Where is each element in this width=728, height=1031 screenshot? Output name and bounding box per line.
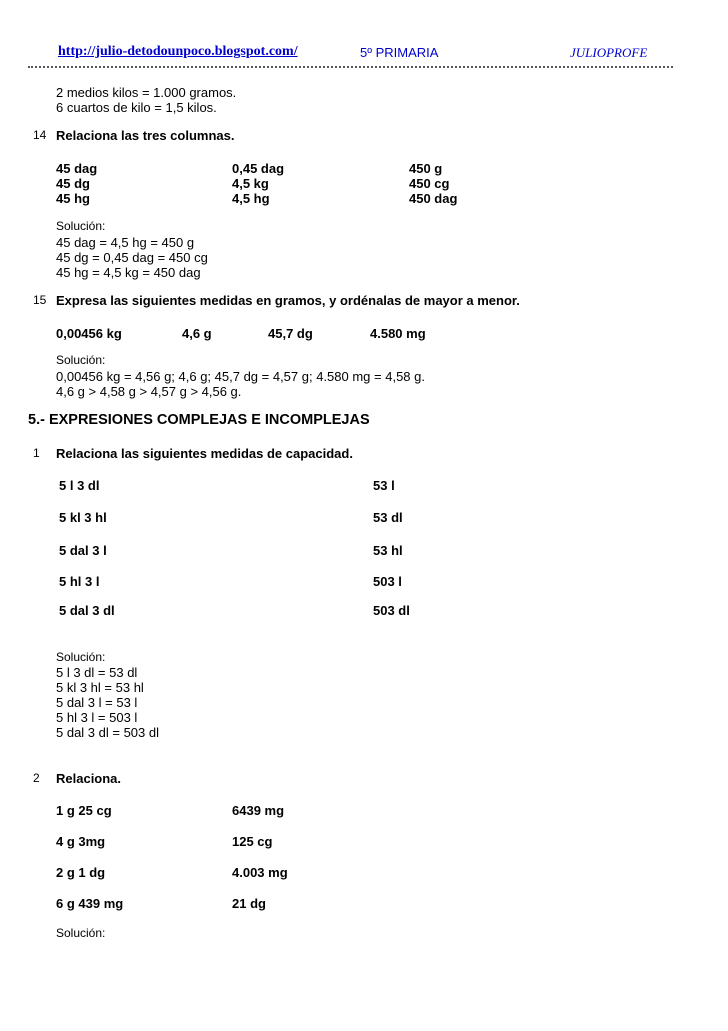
solution-line: 5 dal 3 l = 53 l <box>56 695 138 710</box>
ex15-item: 45,7 dg <box>268 326 313 341</box>
solution-line: 5 kl 3 hl = 53 hl <box>56 680 144 695</box>
ex1-right-item: 53 dl <box>373 510 403 525</box>
exercise-number: 15 <box>33 293 47 307</box>
ex14-col1-item: 45 dg <box>56 176 90 191</box>
ex1-left-item: 5 hl 3 l <box>59 574 100 589</box>
ex14-col2-item: 4,5 hg <box>232 191 270 206</box>
ex2-left-item: 4 g 3mg <box>56 834 106 849</box>
ex14-col3-item: 450 g <box>409 161 443 176</box>
solution-label: Solución: <box>56 650 106 664</box>
solution-line: 45 dg = 0,45 dag = 450 cg <box>56 250 208 265</box>
exercise-title: Expresa las siguientes medidas en gramos, y ordénalas de mayor a menor. <box>56 293 520 308</box>
ex1-left-item: 5 dal 3 dl <box>59 603 115 618</box>
solution-label: Solución: <box>56 926 106 940</box>
ex2-right-item: 6439 mg <box>232 803 285 818</box>
ex1-right-item: 503 l <box>373 574 402 589</box>
header-author: JULIOPROFE <box>570 45 648 60</box>
ex15-item: 4.580 mg <box>370 326 426 341</box>
ex2-left-item: 1 g 25 cg <box>56 803 112 818</box>
exercise-number: 14 <box>33 128 47 142</box>
ex14-col3-item: 450 dag <box>409 191 458 206</box>
exercise-title: Relaciona las tres columnas. <box>56 128 235 143</box>
ex1-left-item: 5 dal 3 l <box>59 543 107 558</box>
solution-line: 45 hg = 4,5 kg = 450 dag <box>56 265 201 280</box>
solution-line: 0,00456 kg = 4,56 g; 4,6 g; 45,7 dg = 4,57 g; 4.580 mg = 4,58 g. <box>56 369 425 384</box>
prev-line-1: 2 medios kilos = 1.000 gramos. <box>56 85 237 100</box>
exercise-title: Relaciona las siguientes medidas de capacidad. <box>56 446 353 461</box>
solution-label: Solución: <box>56 353 106 367</box>
solution-line: 45 dag = 4,5 hg = 450 g <box>56 235 195 250</box>
ex14-col2-item: 0,45 dag <box>232 161 285 176</box>
solution-line: 5 l 3 dl = 53 dl <box>56 665 138 680</box>
solution-line: 4,6 g > 4,58 g > 4,57 g > 4,56 g. <box>56 384 242 399</box>
solution-label: Solución: <box>56 219 106 233</box>
prev-line-2: 6 cuartos de kilo = 1,5 kilos. <box>56 100 217 115</box>
ex1-right-item: 53 l <box>373 478 395 493</box>
ex14-col1-item: 45 dag <box>56 161 98 176</box>
ex15-item: 0,00456 kg <box>56 326 122 341</box>
exercise-title: Relaciona. <box>56 771 122 786</box>
section-title: 5.- EXPRESIONES COMPLEJAS E INCOMPLEJAS <box>28 412 370 428</box>
ex1-right-item: 503 dl <box>373 603 410 618</box>
exercise-number: 1 <box>33 446 40 460</box>
solution-line: 5 dal 3 dl = 503 dl <box>56 725 159 740</box>
ex2-left-item: 6 g 439 mg <box>56 896 124 911</box>
solution-line: 5 hl 3 l = 503 l <box>56 710 138 725</box>
ex2-right-item: 4.003 mg <box>232 865 288 880</box>
ex15-item: 4,6 g <box>182 326 212 341</box>
header-divider <box>28 66 673 68</box>
exercise-number: 2 <box>33 771 40 785</box>
ex14-col3-item: 450 cg <box>409 176 450 191</box>
header-grade: 5º PRIMARIA <box>360 45 439 60</box>
ex14-col1-item: 45 hg <box>56 191 90 206</box>
header-url-link[interactable]: http://julio-detodounpoco.blogspot.com/ <box>58 44 298 59</box>
ex1-left-item: 5 kl 3 hl <box>59 510 107 525</box>
ex1-right-item: 53 hl <box>373 543 403 558</box>
ex14-col2-item: 4,5 kg <box>232 176 269 191</box>
ex1-left-item: 5 l 3 dl <box>59 478 100 493</box>
ex2-right-item: 21 dg <box>232 896 266 911</box>
ex2-right-item: 125 cg <box>232 834 273 849</box>
ex2-left-item: 2 g 1 dg <box>56 865 106 880</box>
